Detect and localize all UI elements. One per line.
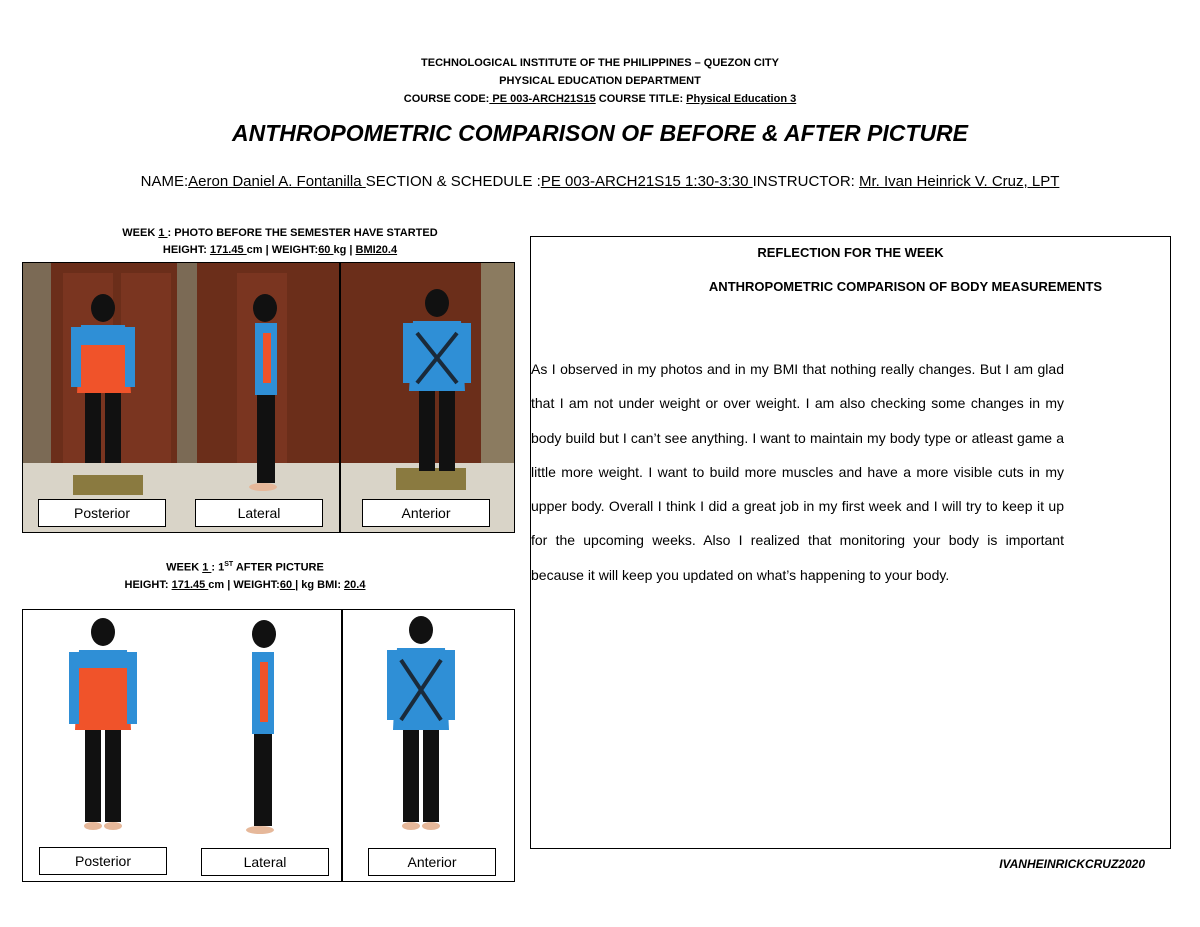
reflection-subheading: ANTHROPOMETRIC COMPARISON OF BODY MEASUREMENTS — [708, 279, 1103, 294]
name-label: NAME: — [140, 173, 189, 190]
after-measure-line: HEIGHT: 171.45 cm | WEIGHT:60 | kg BMI: 20.4 — [124, 578, 366, 591]
course-title-label: COURSE TITLE: — [595, 93, 684, 105]
reflection-body: As I observed in my photos and in my BMI that nothing really changes. But I am glad that I am not under weight or over weight. I am also checking some changes in my body build but I can’t see anything. I want to maintain my body type or atleast game a little more weight. I want to build more muscles and have a more visible cuts in my upper body. Overall I think I did a great job in my first week and I will try to keep it up for the upcoming weeks. Also I realized that monitoring your body is important because it will keep you updated on what’s happening to your body. — [531, 361, 1064, 583]
after-photo-strip — [22, 609, 515, 882]
before-bmi: BMI20.4 — [355, 244, 398, 256]
after-lateral-photo — [180, 610, 343, 881]
before-height: 171.45 — [209, 244, 247, 256]
instructor-label: INSTRUCTOR: — [752, 173, 860, 190]
section-schedule: PE 003-ARCH21S15 1:30-3:30 — [540, 173, 753, 190]
institute-name: TECHNOLOGICAL INSTITUTE OF THE PHILIPPINES – QUEZON CITY — [421, 57, 779, 69]
student-name: Aeron Daniel A. Fontanilla — [188, 173, 366, 190]
before-measure-line: HEIGHT: 171.45 cm | WEIGHT:60 kg | BMI20.4 — [162, 244, 398, 256]
before-posterior-label: Posterior — [38, 499, 166, 527]
course-title: Physical Education 3 — [686, 93, 797, 105]
document-title: ANTHROPOMETRIC COMPARISON OF BEFORE & AFTER PICTURE — [232, 120, 968, 146]
course-code-label: COURSE CODE: — [403, 93, 490, 105]
after-week-header — [0, 556, 490, 594]
before-photo-strip — [22, 262, 515, 533]
instructor-name: Mr. Ivan Heinrick V. Cruz, LPT — [859, 173, 1060, 190]
reflection-box — [530, 236, 1171, 849]
after-bmi: 20.4 — [344, 578, 366, 591]
reflection-heading: REFLECTION FOR THE WEEK — [757, 245, 944, 260]
before-anterior-label: Anterior — [362, 499, 490, 527]
after-anterior-label: Anterior — [368, 848, 496, 876]
before-lateral-photo — [177, 263, 341, 532]
after-caption-line: WEEK 1 : 1ST AFTER PICTURE — [166, 561, 324, 574]
before-lateral-label: Lateral — [195, 499, 323, 527]
after-anterior-photo — [343, 610, 514, 881]
after-lateral-label: Lateral — [201, 848, 329, 876]
section-label: SECTION & SCHEDULE : — [365, 173, 541, 190]
student-info-line — [0, 173, 1200, 190]
before-weight: 60 — [318, 244, 334, 256]
after-weight: 60 — [279, 578, 296, 591]
course-line — [0, 90, 1200, 108]
before-posterior-photo — [23, 263, 179, 532]
course-code: PE 003-ARCH21S15 — [489, 93, 596, 105]
department-name: PHYSICAL EDUCATION DEPARTMENT — [499, 75, 701, 87]
after-posterior-label: Posterior — [39, 847, 167, 875]
footer-watermark: IVANHEINRICKCRUZ2020 — [999, 857, 1145, 871]
after-posterior-photo — [23, 610, 182, 881]
before-week-header — [35, 225, 525, 259]
before-caption-line: WEEK 1 : PHOTO BEFORE THE SEMESTER HAVE STARTED — [122, 227, 438, 239]
before-anterior-photo — [341, 263, 514, 532]
after-height: 171.45 — [171, 578, 209, 591]
